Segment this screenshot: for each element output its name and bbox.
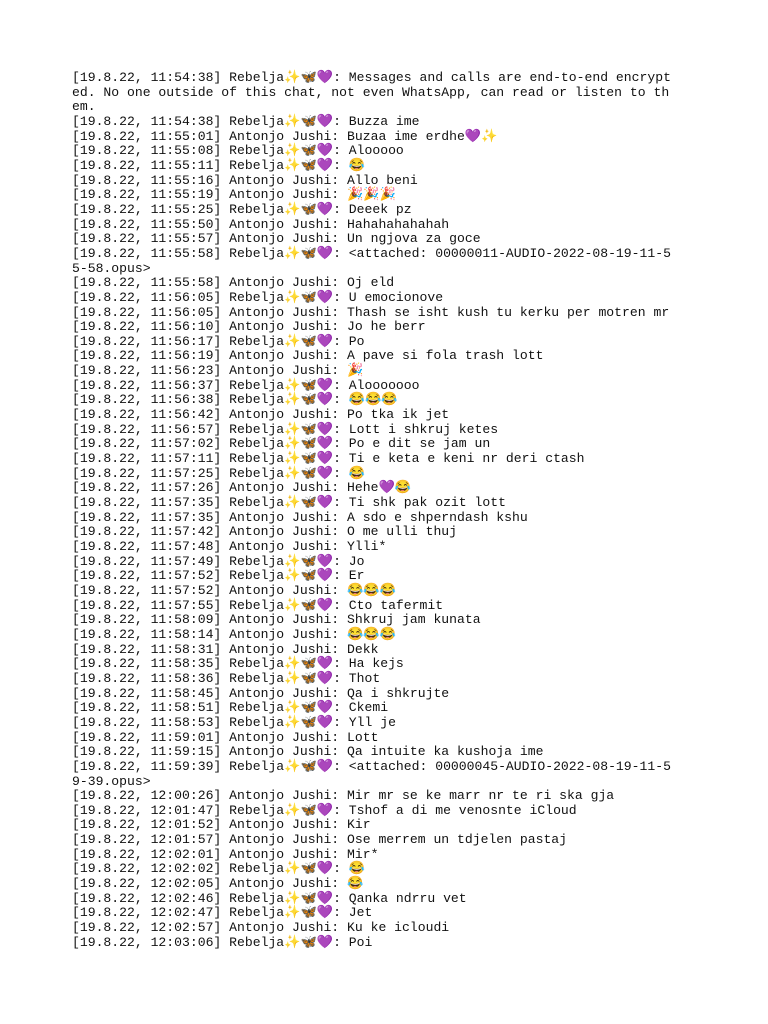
chat-message-line: [19.8.22, 11:57:11] Rebelja✨🦋💜: Ti e keta e keni nr deri ctash — [72, 451, 585, 467]
chat-message-line: [19.8.22, 11:56:38] Rebelja✨🦋💜: 😂😂😂 — [72, 392, 398, 408]
chat-message-line: [19.8.22, 11:57:52] Rebelja✨🦋💜: Er — [72, 568, 365, 584]
chat-message-line: [19.8.22, 11:55:16] Antonjo Jushi: Allo beni — [72, 172, 418, 188]
chat-message-line: [19.8.22, 11:59:01] Antonjo Jushi: Lott — [72, 729, 379, 745]
chat-message-line: [19.8.22, 12:01:52] Antonjo Jushi: Kir — [72, 817, 371, 833]
chat-message-line: [19.8.22, 11:56:23] Antonjo Jushi: 🎉 — [72, 363, 364, 379]
chat-message-line: [19.8.22, 12:02:46] Rebelja✨🦋💜: Qanka ndrru vet — [72, 890, 467, 906]
chat-message-line: [19.8.22, 11:56:19] Antonjo Jushi: A pave si fola trash lott — [72, 348, 544, 364]
chat-message-line: [19.8.22, 11:57:42] Antonjo Jushi: O me ulli thuj — [72, 524, 458, 540]
chat-message-line: [19.8.22, 11:57:55] Rebelja✨🦋💜: Cto tafermit — [72, 597, 444, 613]
chat-message-line: [19.8.22, 11:56:05] Rebelja✨🦋💜: U emocionove — [72, 289, 444, 305]
chat-message-line: [19.8.22, 12:02:01] Antonjo Jushi: Mir* — [72, 846, 379, 862]
chat-message-line: [19.8.22, 11:58:53] Rebelja✨🦋💜: Yll je — [72, 714, 396, 730]
chat-message-line: [19.8.22, 11:56:17] Rebelja✨🦋💜: Po — [72, 333, 365, 349]
chat-message-line: [19.8.22, 11:58:31] Antonjo Jushi: Dekk — [72, 641, 379, 657]
chat-message-line: [19.8.22, 11:57:49] Rebelja✨🦋💜: Jo — [72, 553, 365, 569]
chat-message-line: [19.8.22, 11:57:26] Antonjo Jushi: Hehe💜😂 — [72, 480, 412, 496]
chat-message-line: [19.8.22, 11:56:05] Antonjo Jushi: Thash se isht kush tu kerku per motren mr — [72, 304, 670, 320]
chat-message-line: [19.8.22, 11:58:36] Rebelja✨🦋💜: Thot — [72, 670, 381, 686]
chat-message-line: [19.8.22, 11:55:58] Rebelja✨🦋💜: <attached: 00000011-AUDIO-2022-08-19-11-55-58.opus> — [72, 245, 671, 276]
chat-message-line: [19.8.22, 11:55:57] Antonjo Jushi: Un ngjova za goce — [72, 231, 481, 247]
chat-message-line: [19.8.22, 11:55:19] Antonjo Jushi: 🎉🎉🎉 — [72, 187, 396, 203]
chat-message-line: [19.8.22, 11:55:08] Rebelja✨🦋💜: Alooooo — [72, 143, 404, 159]
chat-message-line: [19.8.22, 11:56:37] Rebelja✨🦋💜: Alooooooo — [72, 377, 420, 393]
chat-transcript — [72, 71, 672, 950]
chat-message-line: [19.8.22, 12:02:57] Antonjo Jushi: Ku ke icloudi — [72, 920, 450, 936]
chat-message-line: [19.8.22, 11:54:38] Rebelja✨🦋💜: Messages and calls are end-to-end encrypted. No one outside of this chat, not even WhatsApp, can read or listen to them. — [72, 70, 671, 115]
chat-message-line: [19.8.22, 12:01:47] Rebelja✨🦋💜: Tshof a di me venosnte iCloud — [72, 802, 577, 818]
chat-message-line: [19.8.22, 11:57:52] Antonjo Jushi: 😂😂😂 — [72, 582, 396, 598]
chat-message-line: [19.8.22, 11:55:01] Antonjo Jushi: Buzaa ime erdhe💜✨ — [72, 128, 498, 144]
chat-message-line: [19.8.22, 11:55:58] Antonjo Jushi: Oj eld — [72, 275, 395, 291]
chat-message-line: [19.8.22, 11:59:39] Rebelja✨🦋💜: <attached: 00000045-AUDIO-2022-08-19-11-59-39.opus> — [72, 758, 671, 789]
chat-message-line: [19.8.22, 11:56:57] Rebelja✨🦋💜: Lott i shkruj ketes — [72, 421, 499, 437]
chat-message-line: [19.8.22, 11:57:35] Antonjo Jushi: A sdo e shperndash kshu — [72, 509, 528, 525]
chat-message-line: [19.8.22, 11:57:25] Rebelja✨🦋💜: 😂 — [72, 465, 366, 481]
chat-message-line: [19.8.22, 11:58:09] Antonjo Jushi: Shkruj jam kunata — [72, 612, 481, 628]
chat-message-line: [19.8.22, 11:55:25] Rebelja✨🦋💜: Deeek pz — [72, 201, 412, 217]
chat-message-line: [19.8.22, 12:02:47] Rebelja✨🦋💜: Jet — [72, 905, 373, 921]
chat-message-line: [19.8.22, 11:54:38] Rebelja✨🦋💜: Buzza ime — [72, 113, 420, 129]
chat-message-line: [19.8.22, 11:57:02] Rebelja✨🦋💜: Po e dit se jam un — [72, 436, 491, 452]
chat-message-line: [19.8.22, 11:57:35] Rebelja✨🦋💜: Ti shk pak ozit lott — [72, 495, 506, 511]
chat-message-line: [19.8.22, 11:59:15] Antonjo Jushi: Qa intuite ka kushoja ime — [72, 744, 544, 760]
chat-message-line: [19.8.22, 11:55:11] Rebelja✨🦋💜: 😂 — [72, 157, 366, 173]
chat-message-line: [19.8.22, 11:58:51] Rebelja✨🦋💜: Ckemi — [72, 700, 389, 716]
chat-message-line: [19.8.22, 11:57:48] Antonjo Jushi: Ylli* — [72, 539, 387, 554]
chat-message-line: [19.8.22, 11:55:50] Antonjo Jushi: Hahahahahahah — [72, 216, 450, 232]
chat-message-line: [19.8.22, 12:03:06] Rebelja✨🦋💜: Poi — [72, 934, 373, 950]
chat-message-line: [19.8.22, 11:56:42] Antonjo Jushi: Po tka ik jet — [72, 407, 450, 423]
chat-message-line: [19.8.22, 12:02:05] Antonjo Jushi: 😂 — [72, 876, 364, 892]
chat-message-line: [19.8.22, 12:00:26] Antonjo Jushi: Mir mr se ke marr nr te ri ska gja — [72, 788, 615, 804]
chat-message-line: [19.8.22, 11:58:14] Antonjo Jushi: 😂😂😂 — [72, 626, 396, 642]
chat-message-line: [19.8.22, 11:56:10] Antonjo Jushi: Jo he berr — [72, 319, 426, 335]
chat-message-line: [19.8.22, 12:01:57] Antonjo Jushi: Ose merrem un tdjelen pastaj — [72, 832, 568, 848]
chat-message-line: [19.8.22, 11:58:45] Antonjo Jushi: Qa i shkrujte — [72, 685, 450, 701]
chat-message-line: [19.8.22, 11:58:35] Rebelja✨🦋💜: Ha kejs — [72, 656, 404, 672]
chat-message-line: [19.8.22, 12:02:02] Rebelja✨🦋💜: 😂 — [72, 861, 366, 877]
